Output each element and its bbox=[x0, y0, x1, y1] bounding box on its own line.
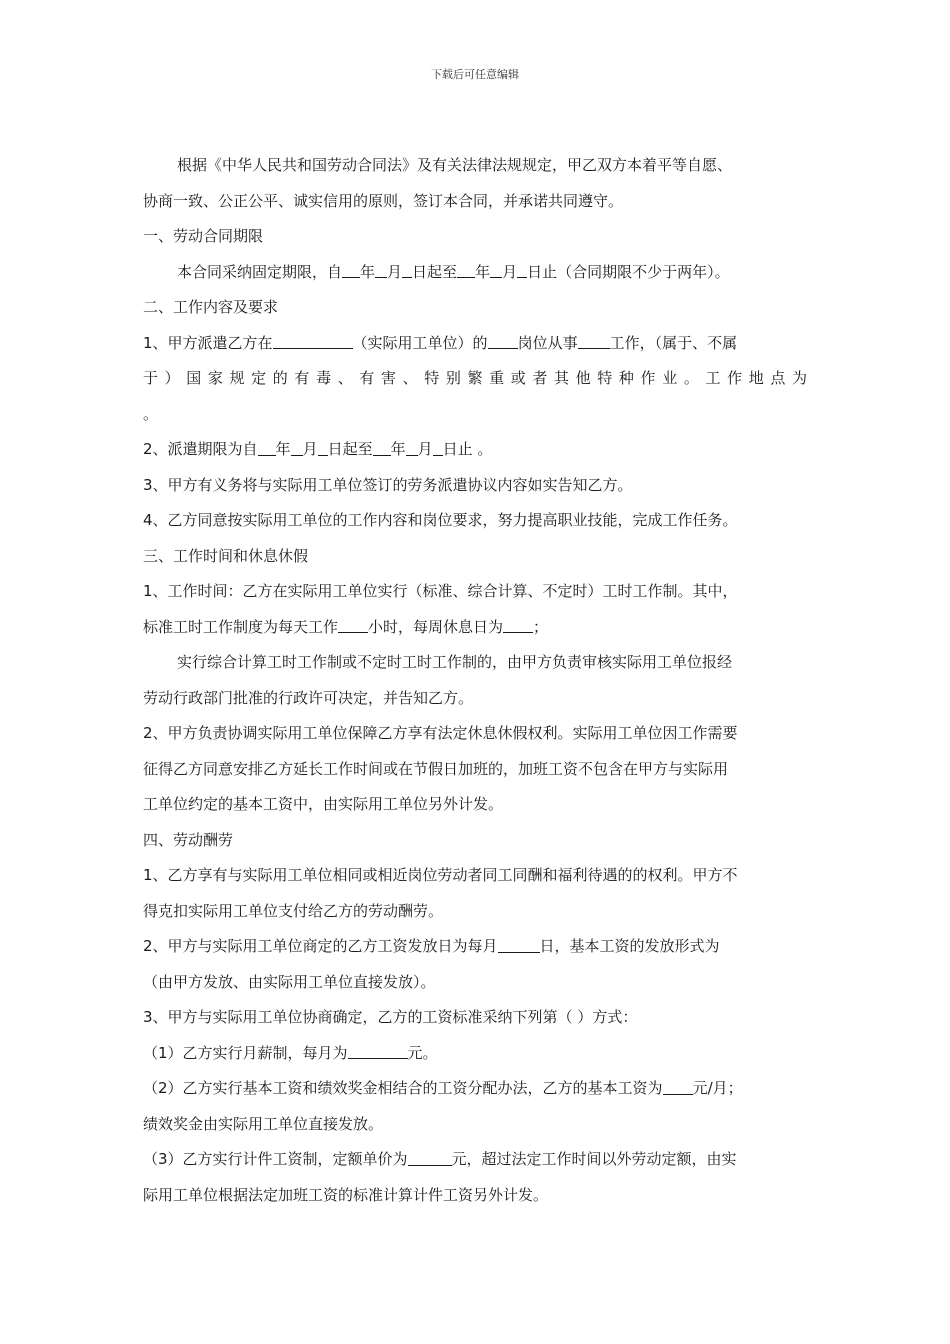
blank-field bbox=[373, 439, 391, 456]
pay-clause-1-line1: 1、乙方享有与实际用工单位相同或相近岗位劳动者同工同酬和福利待遇的的权利。甲方不 bbox=[143, 866, 738, 884]
blank-field bbox=[348, 1043, 408, 1060]
blank-field bbox=[498, 936, 540, 953]
section-heading-pay: 四、劳动酬劳 bbox=[143, 830, 234, 849]
hours-clause-1-line1: 1、工作时间：乙方在实际用工单位实行（标准、综合计算、不定时）工时工作制。其中， bbox=[143, 582, 738, 600]
pay-option-3-line2: 际用工单位根据法定加班工资的标准计算计件工资另外计发。 bbox=[143, 1185, 549, 1204]
hours-clause-2-line2: 征得乙方同意安排乙方延长工作时间或在节假日加班的，加班工资不包含在甲方与实际用 bbox=[143, 759, 729, 778]
blank-field bbox=[663, 1078, 693, 1095]
work-clause-1-line2: 于）国家规定的有毒、有害、特别繁重或者其他特种作业。工作地点为 bbox=[143, 369, 807, 387]
work-clause-2: 2、派遣期限为自 年 月 日起至 年 月 日止 。 bbox=[143, 440, 493, 458]
blank-field bbox=[273, 333, 353, 350]
pay-clause-1-line2: 得克扣实际用工单位支付给乙方的劳动酬劳。 bbox=[143, 901, 444, 920]
blank-field bbox=[503, 617, 533, 634]
hours-clause-2-line1: 2、甲方负责协调实际用工单位保障乙方享有法定休息休假权利。实际用工单位因工作需要 bbox=[143, 724, 738, 742]
term-clause: 本合同采纳固定期限，自 年 月 日起至 年 月 日止（合同期限不少于两年）。 bbox=[177, 262, 730, 281]
work-clause-1-line3: 。 bbox=[143, 404, 159, 423]
blank-field bbox=[291, 439, 303, 456]
pay-option-1: （1）乙方实行月薪制，每月为 元。 bbox=[143, 1043, 438, 1062]
pay-option-2-line2: 绩效奖金由实际用工单位直接发放。 bbox=[143, 1114, 384, 1133]
hours-clause-2-line3: 工单位约定的基本工资中，由实际用工单位另外计发。 bbox=[143, 795, 504, 813]
section-heading-work: 二、工作内容及要求 bbox=[143, 298, 279, 316]
section-heading-hours: 三、工作时间和休息休假 bbox=[143, 546, 309, 565]
blank-field bbox=[338, 617, 368, 634]
intro-paragraph-line1: 根据《中华人民共和国劳动合同法》及有关法律法规规定，甲乙双方本着平等自愿、 bbox=[177, 156, 733, 174]
pay-option-2-line1: （2）乙方实行基本工资和绩效奖金相结合的工资分配办法，乙方的基本工资为 元/月； bbox=[143, 1079, 743, 1097]
work-clause-3: 3、甲方有义务将与实际用工单位签订的劳务派遣协议内容如实告知乙方。 bbox=[143, 475, 633, 494]
blank-field bbox=[490, 262, 502, 279]
intro-paragraph-line2: 协商一致、公正公平、诚实信用的原则，签订本合同，并承诺共同遵守。 bbox=[143, 191, 624, 210]
section-heading-term: 一、劳动合同期限 bbox=[143, 227, 264, 245]
pay-clause-2-line1: 2、甲方与实际用工单位商定的乙方工资发放日为每月 日，基本工资的发放形式为 bbox=[143, 937, 720, 955]
blank-field bbox=[578, 333, 610, 350]
page-header-note: 下载后可任意编辑 bbox=[431, 68, 519, 81]
blank-field bbox=[457, 262, 475, 279]
blank-field bbox=[375, 262, 387, 279]
blank-field bbox=[408, 1149, 452, 1166]
work-clause-1-line1: 1、甲方派遣乙方在 （实际用工单位）的 岗位从事 工作，（属于、不属 bbox=[143, 333, 738, 352]
work-clause-4: 4、乙方同意按实际用工单位的工作内容和岗位要求，努力提高职业技能，完成工作任务。 bbox=[143, 511, 738, 529]
hours-clause-1-line2: 标准工时工作制度为每天工作 小时，每周休息日为 ； bbox=[143, 617, 549, 636]
blank-field bbox=[488, 333, 518, 350]
blank-field bbox=[433, 439, 443, 456]
hours-clause-1-line4: 劳动行政部门批准的行政许可决定，并告知乙方。 bbox=[143, 688, 474, 707]
blank-field bbox=[318, 439, 328, 456]
blank-field bbox=[402, 262, 412, 279]
pay-clause-2-line2: （由甲方发放、由实际用工单位直接发放）。 bbox=[143, 972, 436, 991]
blank-field bbox=[517, 262, 527, 279]
pay-option-3-line1: （3）乙方实行计件工资制，定额单价为 元，超过法定工作时间以外劳动定额，由实 bbox=[143, 1150, 737, 1168]
blank-field bbox=[342, 262, 360, 279]
hours-clause-1-line3: 实行综合计算工时工作制或不定时工时工作制的，由甲方负责审核实际用工单位报经 bbox=[177, 653, 733, 671]
contract-body bbox=[143, 148, 807, 1213]
blank-field bbox=[258, 439, 276, 456]
blank-field bbox=[406, 439, 418, 456]
pay-clause-3: 3、甲方与实际用工单位协商确定，乙方的工资标准采纳下列第（ ）方式： bbox=[143, 1008, 638, 1026]
